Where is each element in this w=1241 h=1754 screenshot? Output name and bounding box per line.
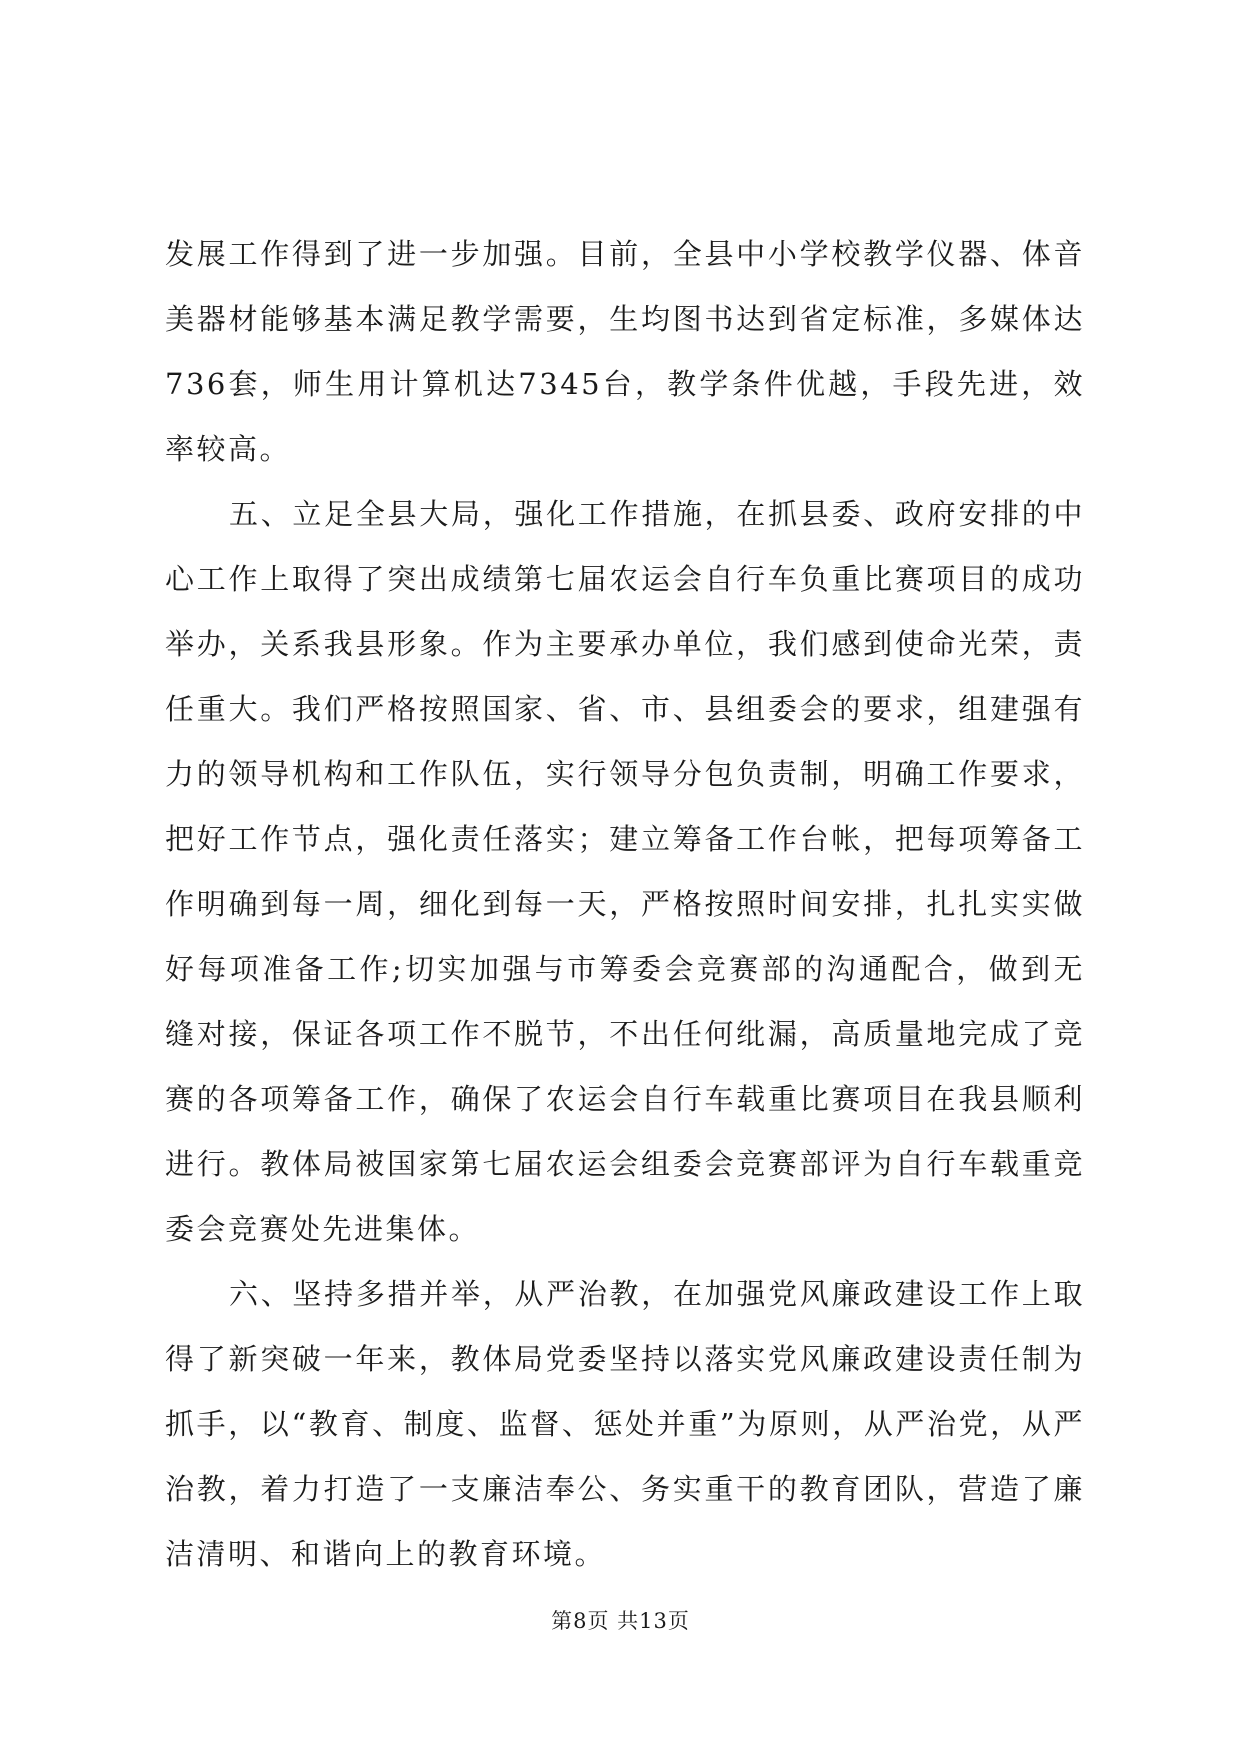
document-body: [165, 222, 1085, 1587]
paragraph-2: 五、立足全县大局，强化工作措施，在抓县委、政府安排的中心工作上取得了突出成绩第七届农运会自行车负重比赛项目的成功举办，关系我县形象。作为主要承办单位，我们感到使命光荣，责任重大。我们严格按照国家、省、市、县组委会的要求，组建强有力的领导机构和工作队伍，实行领导分包负责制，明确工作要求，把好工作节点，强化责任落实；建立筹备工作台帐，把每项筹备工作明确到每一周，细化到每一天，严格按照时间安排，扎扎实实做好每项准备工作;切实加强与市筹委会竞赛部的沟通配合，做到无缝对接，保证各项工作不脱节，不出任何纰漏，高质量地完成了竞赛的各项筹备工作，确保了农运会自行车载重比赛项目在我县顺利进行。教体局被国家第七届农运会组委会竞赛部评为自行车载重竞委会竞赛处先进集体。: [165, 497, 1085, 1246]
page-footer: 第8页 共13页: [551, 1609, 690, 1633]
paragraph-1: 发展工作得到了进一步加强。目前，全县中小学校教学仪器、体音美器材能够基本满足教学需要，生均图书达到省定标准，多媒体达736套，师生用计算机达7345台，教学条件优越，手段先进，效率较高。: [165, 237, 1085, 466]
paragraph-3: 六、坚持多措并举，从严治教，在加强党风廉政建设工作上取得了新突破一年来，教体局党委坚持以落实党风廉政建设责任制为抓手，以“教育、制度、监督、惩处并重”为原则，从严治党，从严治教，着力打造了一支廉洁奉公、务实重干的教育团队，营造了廉洁清明、和谐向上的教育环境。: [165, 1277, 1085, 1571]
